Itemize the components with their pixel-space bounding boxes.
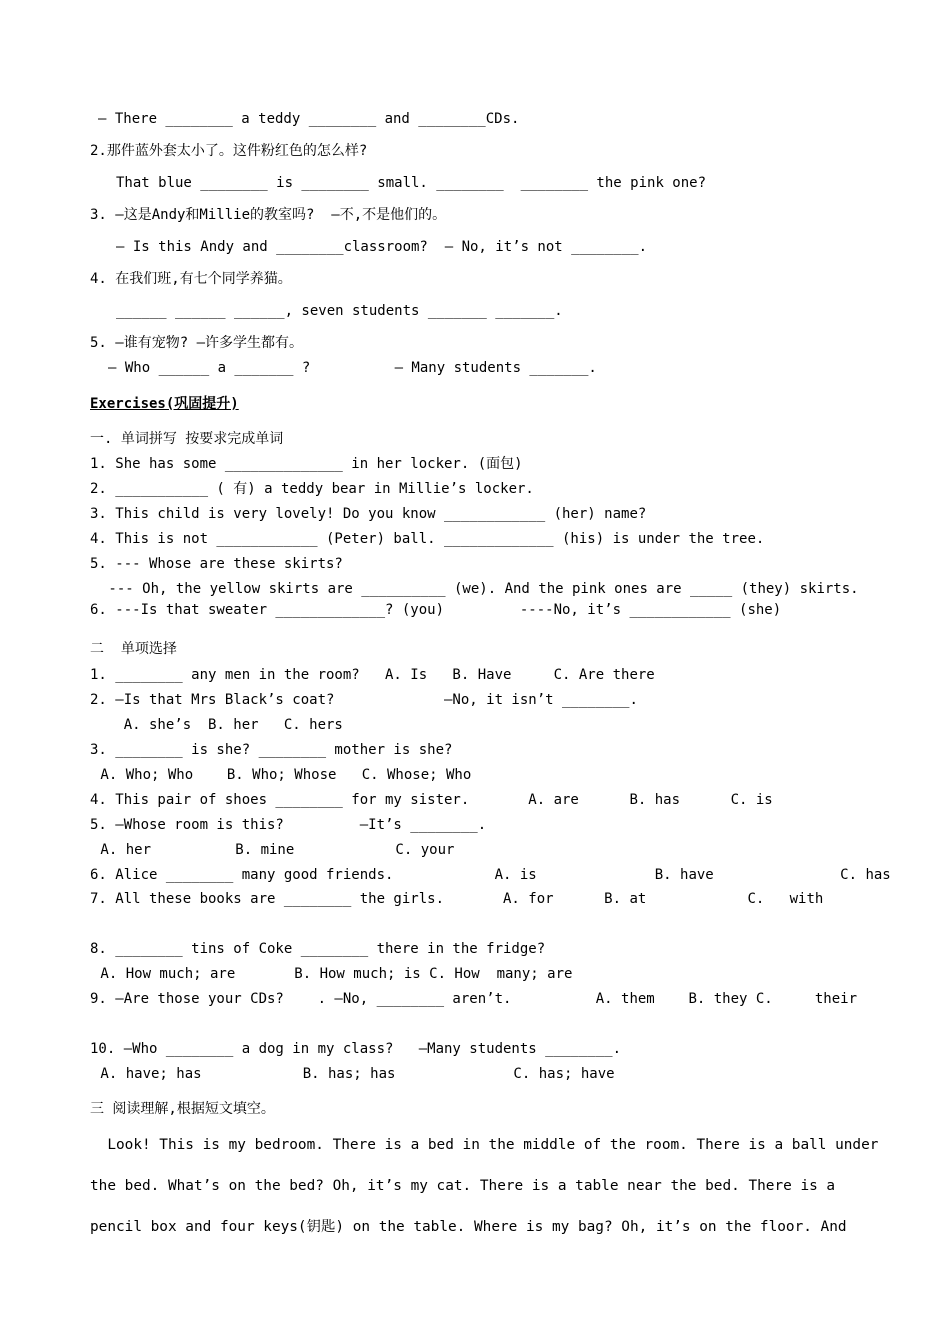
reading-passage-line: pencil box and four keys(钥匙) on the table. Where is my bag? Oh, it’s on the floor. And <box>90 1219 847 1235</box>
part2-options: A. her B. mine C. your <box>92 842 455 858</box>
translation-q5-english: — Who ______ a _______ ? — Many students _______. <box>108 360 597 376</box>
part2-item: 9. —Are those your CDs? . —No, ________ aren’t. A. them B. they C. their <box>90 991 858 1007</box>
translation-q4-english: ______ ______ ______, seven students _______ _______. <box>116 303 563 319</box>
part2-options: A. she’s B. her C. hers <box>90 717 343 733</box>
translation-q3-chinese: 3. —这是Andy和Millie的教室吗? —不,不是他们的。 <box>90 207 447 223</box>
part2-options: A. How much; are B. How much; is C. How many; are <box>92 966 573 982</box>
exercises-heading: Exercises(巩固提升) <box>90 396 239 412</box>
translation-q5-chinese: 5. —谁有宠物? —许多学生都有。 <box>90 335 304 351</box>
part1-title: 一. 单词拼写 按要求完成单词 <box>90 431 284 447</box>
part1-item: 5. --- Whose are these skirts? <box>90 556 343 572</box>
reading-passage-line: the bed. What’s on the bed? Oh, it’s my cat. There is a table near the bed. There is a <box>90 1178 836 1194</box>
part2-title: 二 单项选择 <box>90 641 177 657</box>
part2-item: 6. Alice ________ many good friends. A. is B. have C. has <box>90 867 891 883</box>
translation-q2-english: That blue ________ is ________ small. ________ ________ the pink one? <box>116 175 707 191</box>
part2-item: 4. This pair of shoes ________ for my sister. A. are B. has C. is <box>90 792 773 808</box>
part2-item: 2. —Is that Mrs Black’s coat? —No, it isn’t ________. <box>90 692 638 708</box>
part1-item: 4. This is not ____________ (Peter) ball. _____________ (his) is under the tree. <box>90 531 765 547</box>
part2-item: 10. —Who ________ a dog in my class? —Many students ________. <box>90 1041 622 1057</box>
part3-title: 三 阅读理解,根据短文填空。 <box>90 1101 275 1117</box>
part1-item: 3. This child is very lovely! Do you know ____________ (her) name? <box>90 506 647 522</box>
part1-item: 6. ---Is that sweater _____________? (you) ----No, it’s ____________ (she) <box>90 602 782 618</box>
translation-q2-chinese: 2.那件蓝外套太小了。这件粉红色的怎么样? <box>90 143 368 159</box>
reading-passage-line: Look! This is my bedroom. There is a bed in the middle of the room. There is a ball under <box>90 1137 879 1153</box>
part1-item: --- Oh, the yellow skirts are __________ (we). And the pink ones are _____ (they) skirts. <box>100 581 859 597</box>
part2-item: 7. All these books are ________ the girls. A. for B. at C. with <box>90 891 824 907</box>
part2-item: 8. ________ tins of Coke ________ there in the fridge? <box>90 941 546 957</box>
part2-options: A. have; has B. has; has C. has; have <box>92 1066 615 1082</box>
part2-item: 3. ________ is she? ________ mother is she? <box>90 742 453 758</box>
translation-q4-chinese: 4. 在我们班,有七个同学养猫。 <box>90 271 292 287</box>
part2-options: A. Who; Who B. Who; Whose C. Whose; Who <box>92 767 472 783</box>
part2-item: 1. ________ any men in the room? A. Is B. Have C. Are there <box>90 667 655 683</box>
part2-item: 5. —Whose room is this? —It’s ________. <box>90 817 487 833</box>
translation-q1-english: — There ________ a teddy ________ and ________CDs. <box>98 111 520 127</box>
part1-item: 1. She has some ______________ in her locker. (面包) <box>90 456 523 472</box>
translation-q3-english: — Is this Andy and ________classroom? — No, it’s not ________. <box>116 239 648 255</box>
part1-item: 2. ___________ ( 有) a teddy bear in Millie’s locker. <box>90 481 534 497</box>
